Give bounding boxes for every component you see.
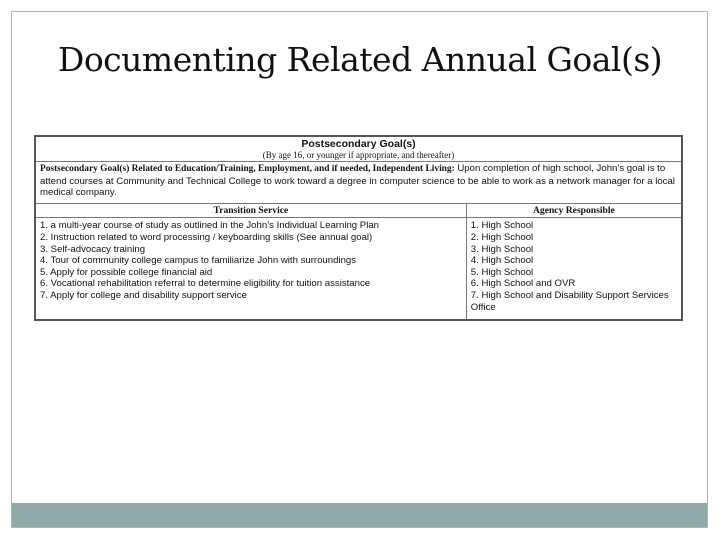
goal-row (35, 162, 682, 204)
service-item: 3. Self-advocacy training (40, 243, 146, 255)
service-item: 7. Apply for college and disability support service (40, 289, 247, 301)
agency-item: 2. High School (470, 231, 534, 243)
footer-bar (12, 503, 707, 527)
agency-item: 5. High School (470, 266, 534, 278)
agency-item: 3. High School (470, 243, 534, 255)
goal-text: Upon completion of high school, John’s goal is to attend courses at Community and Technical College to work toward a degree in computer science to be able to work as a network manager for a local medical company. (40, 163, 675, 199)
agency-item: 1. High School (470, 220, 534, 232)
table-header-title: Postsecondary Goal(s) (301, 138, 416, 150)
service-item: 6. Vocational rehabilitation referral to determine eligibility for tuition assistance (40, 278, 371, 290)
column-header-row (35, 203, 682, 218)
table-header-cell (35, 136, 682, 162)
goal-lead-label: Postsecondary Goal(s) Related to Education/Training, Employment, and if needed, Independent Living: (40, 164, 455, 174)
table-header-subtitle: (By age 16, or younger if appropriate, and thereafter) (262, 150, 455, 160)
service-item: 5. Apply for possible college financial aid (40, 266, 213, 278)
service-item: 2. Instruction related to word processing / keyboarding skills (See annual goal) (40, 231, 373, 243)
service-item: 1. a multi-year course of study as outlined in the John’s Individual Learning Plan (40, 220, 380, 232)
postsecondary-goal-table (34, 135, 683, 321)
column-header-service: Transition Service (35, 203, 466, 218)
agency-item: 4. High School (470, 255, 534, 267)
agency-list-cell (466, 218, 682, 320)
goal-cell (35, 162, 682, 204)
service-list-row (35, 218, 682, 320)
slide-title: Documenting Related Annual Goal(s) (57, 40, 663, 79)
service-item: 4. Tour of community college campus to familiarize John with surroundings (40, 255, 357, 267)
agency-item: 7. High School and Disability Support Services Office (470, 289, 669, 313)
service-list-cell (35, 218, 466, 320)
table-header-row (35, 136, 682, 162)
column-header-agency: Agency Responsible (466, 203, 682, 218)
agency-item: 6. High School and OVR (470, 278, 576, 290)
